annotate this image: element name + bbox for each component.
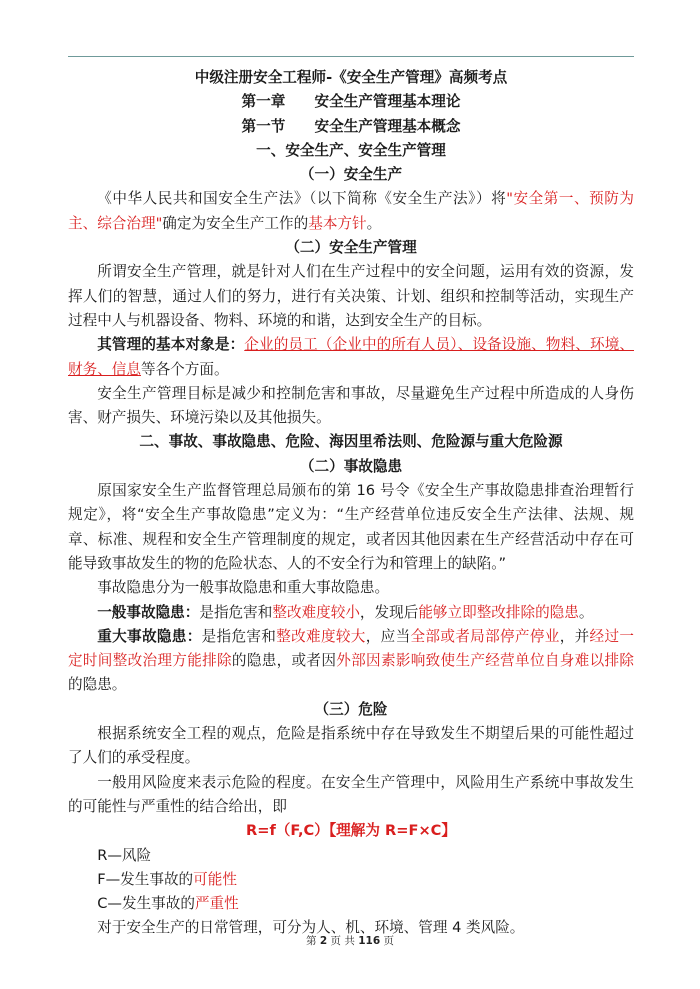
paragraph-objects [68, 333, 634, 382]
heading-1-2: （二）安全生产管理 [285, 239, 417, 257]
text: F—发生事故的 [97, 870, 194, 888]
paragraph-major-hazard [68, 625, 634, 698]
text: 等各个方面。 [140, 360, 229, 378]
text: 页 [380, 935, 394, 947]
heading-2-2: （二）事故隐患 [299, 457, 403, 475]
paragraph-safety-law [68, 187, 634, 236]
text: C—发生事故的 [97, 895, 195, 913]
general-hazard-label: 一般事故隐患： [97, 603, 200, 621]
text: ，并 [559, 627, 590, 645]
paragraph-danger-definition: 根据系统安全工程的观点，危险是指系统中存在导致发生不期望后果的可能性超过了人们的承受程度。 [68, 725, 634, 767]
text: 第 [306, 935, 320, 947]
paragraph-risk-degree: 一般用风险度来表示危险的程度。在安全生产管理中，风险用生产系统中事故发生的可能性与严重性的结合给出，即 [68, 773, 634, 815]
heading-2: 二、事故、事故隐患、危险、海因里希法则、危险源与重大危险源 [139, 433, 563, 451]
heading-2-3: （三）危险 [314, 700, 388, 718]
text: 经过一定时间整改治理方能排除 [68, 627, 634, 670]
definition-c [68, 892, 634, 916]
paragraph-hazard-types: 事故隐患分为一般事故隐患和重大事故隐患。 [97, 579, 390, 597]
text: 页 共 [327, 935, 359, 947]
text: 整改难度较小 [272, 603, 360, 621]
header-rule [68, 56, 634, 57]
text: 。 [578, 603, 594, 621]
definition-r: R—风险 [97, 846, 152, 864]
major-hazard-label: 重大事故隐患： [97, 627, 202, 645]
chapter-heading: 第一章 安全生产管理基本理论 [241, 93, 461, 111]
document-page [68, 66, 634, 941]
heading-1-1: （一）安全生产 [299, 166, 403, 184]
section-heading: 第一节 安全生产管理基本概念 [241, 117, 461, 135]
policy-quote: "安全第一、预防为主、综合治理" [68, 190, 635, 232]
text: 可能性 [193, 870, 237, 888]
objects-list: 企业的员工（企业中的所有人员）、设备设施、物料、环境、财务、信息 [68, 336, 634, 378]
heading-1: 一、安全生产、安全生产管理 [256, 141, 446, 159]
total-pages: 116 [358, 935, 381, 947]
text: 能够立即整改排除的隐患 [418, 603, 579, 621]
text: ，应当 [365, 627, 411, 645]
risk-formula: R=f（F,C）【理解为 R=F×C】 [245, 822, 456, 840]
text: 。 [366, 214, 382, 232]
definition-f [68, 868, 634, 892]
text: 外部因素影响致使生产经营单位自身难以排除 [336, 652, 634, 670]
paragraph-goal: 安全生产管理目标是减少和控制危害和事故，尽量避免生产过程中所造成的人身伤害、财产损失、环境污染以及其他损失。 [68, 384, 634, 427]
basic-policy: 基本方针 [308, 214, 367, 232]
text: 全部或者局部停产停业 [410, 627, 560, 645]
paragraph-hazard-definition: 原国家安全生产监督管理总局颁布的第 16 号令《安全生产事故隐患排查治理暂行规定》，将“安全生产事故隐患”定义为：“生产经营单位违反安全生产法律、法规、规章、标准、规程和安全生产管理制度的规定，或者因其他因素在生产经营活动中存在可能导致事故发生的物的危险状态、人的不安全行为和管理上的缺陷。” [68, 482, 634, 572]
text: ，发现后 [359, 603, 419, 621]
text: 整改难度较大 [276, 627, 366, 645]
page-footer [0, 933, 700, 948]
current-page: 2 [319, 935, 328, 947]
doc-title: 中级注册安全工程师-《安全生产管理》高频考点 [194, 69, 508, 86]
objects-label: 其管理的基本对象是： [97, 336, 245, 354]
text: 的隐患，或者因 [231, 652, 337, 670]
paragraph-definition: 所谓安全生产管理，就是针对人们在生产过程中的安全问题，运用有效的资源，发挥人们的智慧，通过人们的努力，进行有关决策、计划、组织和控制等活动，实现生产过程中人与机器设备、物料、环境的和谐，达到安全生产的目标。 [68, 263, 634, 329]
text: 是指危害和 [199, 603, 273, 621]
text: 严重性 [194, 895, 239, 913]
text: 确定为安全生产工作的 [162, 214, 309, 232]
paragraph-risk-categories: 对于安全生产的日常管理，可分为人、机、环境、管理 4 类风险。 [97, 919, 525, 937]
paragraph-general-hazard [68, 601, 634, 625]
text: 是指危害和 [201, 627, 277, 645]
text: 《中华人民共和国安全生产法》（以下简称《安全生产法》）将 [97, 190, 507, 208]
text: 的隐患。 [68, 676, 127, 694]
